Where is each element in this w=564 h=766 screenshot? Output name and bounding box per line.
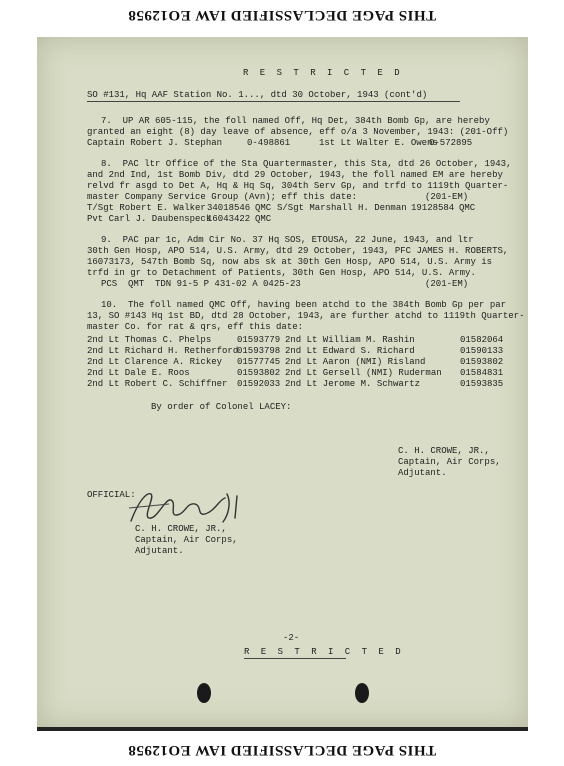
page-number: -2- [283,633,300,643]
p7-officer-2-name: 1st Lt Walter E. Owens [319,138,438,148]
p8-em-2-mos: QMC [255,214,272,224]
p10-left-1-name: 2nd Lt Thomas C. Phelps [87,335,212,345]
p10-right-3-name: 2nd Lt Aaron (NMI) Risland [285,357,426,367]
p7-line-1: 7. UP AR 605-115, the foll named Off, Hq Det, 384th Bomb Gp, are hereby [101,116,490,126]
p10-right-4-serial: 01584831 [460,368,504,378]
p7-line-2: granted an eight (8) day leave of absence, eff o/a 3 November, 1943: (201-Off) [87,127,509,137]
p10-right-4-name: 2nd Lt Gersell (NMI) Ruderman [285,368,442,378]
p10-left-4-name: 2nd Lt Dale E. Roos [87,368,190,378]
p8-line-3: relvd fr asgd to Det A, Hq & Hq Sq, 304th Serv Gp, and trfd to 1119th Quarter- [87,181,509,191]
p10-left-1-serial: 01593779 [237,335,281,345]
p10-line-3: master Co. for rat & qrs, eff this date: [87,322,304,332]
signature-rank: Captain, Air Corps, [398,457,501,467]
header-underline [87,101,460,102]
p10-left-4-serial: 01593802 [237,368,281,378]
p10-left-5-name: 2nd Lt Robert C. Schiffner [87,379,228,389]
p8-em-3-mos: QMC [459,203,476,213]
p7-officer-1-serial: 0-498861 [247,138,291,148]
p7-officer-1-name: Captain Robert J. Stephan [87,138,223,148]
handwritten-signature [125,488,250,528]
p10-left-2-serial: 01593798 [237,346,281,356]
p8-em-1-name: T/Sgt Robert E. Walker [87,203,206,213]
p9-line-4: trfd in gr to Detachment of Patients, 30th Gen Hosp, APO 514, U.S. Army. [87,268,476,278]
punch-hole-left [197,683,211,703]
official-rank: Captain, Air Corps, [135,535,238,545]
order-header: SO #131, Hq AAF Station No. 1..., dtd 30 October, 1943 (cont'd) [87,90,428,100]
signature-title: Adjutant. [398,468,447,478]
p8-file-code: (201-EM) [425,192,469,202]
p10-right-5-serial: 01593835 [460,379,504,389]
p8-line-1: 8. PAC ltr Office of the Sta Quartermaster, this Sta, dtd 26 October, 1943, [101,159,512,169]
p9-line-3: 16073173, 547th Bomb Sq, now abs sk at 30th Gen Hosp, APO 514, U.S. Army is [87,257,493,267]
p10-right-1-name: 2nd Lt William M. Rashin [285,335,415,345]
p8-em-2-name: Pvt Carl J. Daubenspeck [87,214,212,224]
p10-left-3-serial: 01577745 [237,357,281,367]
p8-em-2-serial: 16043422 [207,214,251,224]
p8-em-3-serial: 19128584 [411,203,455,213]
classification-top: R E S T R I C T E D [243,68,403,78]
punch-hole-right [355,683,369,703]
p8-line-4: master Company Service Group (Avn); eff this date: [87,192,358,202]
order-line: By order of Colonel LACEY: [151,402,292,412]
classification-bottom: R E S T R I C T E D [244,647,404,657]
p8-em-1-serial: 34018546 [207,203,251,213]
p9-line-1: 9. PAC par 1c, Adm Cir No. 37 Hq SOS, ETOUSA, 22 June, 1943, and ltr [101,235,474,245]
p9-line-5: PCS QMT TDN 91-5 P 431-02 A 0425-23 [101,279,301,289]
p10-right-3-serial: 01593802 [460,357,504,367]
page-bottom-edge [37,727,528,731]
p9-file-code: (201-EM) [425,279,469,289]
signature-name: C. H. CROWE, JR., [398,446,490,456]
p10-right-2-name: 2nd Lt Edward S. Richard [285,346,415,356]
p7-officer-2-serial: 0-572895 [429,138,473,148]
p8-em-1-mos: QMC [255,203,272,213]
p10-right-1-serial: 01582064 [460,335,504,345]
declassified-banner-bottom: THIS PAGE DECLASSIFIED IAW EO12958 [127,742,437,758]
p8-line-2: and 2nd Ind, 1st Bomb Div, dtd 29 October, 1943, the foll named EM are hereby [87,170,503,180]
p10-line-1: 10. The foll named QMC Off, having been atchd to the 384th Bomb Gp per par [101,300,507,310]
p9-line-2: 30th Gen Hosp, APO 514, U.S. Army, dtd 29 October, 1943, PFC JAMES H. ROBERTS, [87,246,509,256]
p10-right-2-serial: 01590133 [460,346,504,356]
p10-left-5-serial: 01592033 [237,379,281,389]
classification-underline [244,658,346,659]
declassified-banner-top: THIS PAGE DECLASSIFIED IAW EO12958 [127,7,437,23]
p10-left-3-name: 2nd Lt Clarence A. Rickey [87,357,223,367]
official-label: OFFICIAL: [87,490,136,500]
p8-em-3-name: S/Sgt Marshall H. Denman [277,203,407,213]
p10-left-2-name: 2nd Lt Richard H. Retherford [87,346,239,356]
p10-line-2: 13, SO #143 Hq 1st BD, dtd 28 October, 1943, are further atchd to 1119th Quarter- [87,311,525,321]
official-name: C. H. CROWE, JR., [135,524,227,534]
p10-right-5-name: 2nd Lt Jerome M. Schwartz [285,379,421,389]
official-title: Adjutant. [135,546,184,556]
